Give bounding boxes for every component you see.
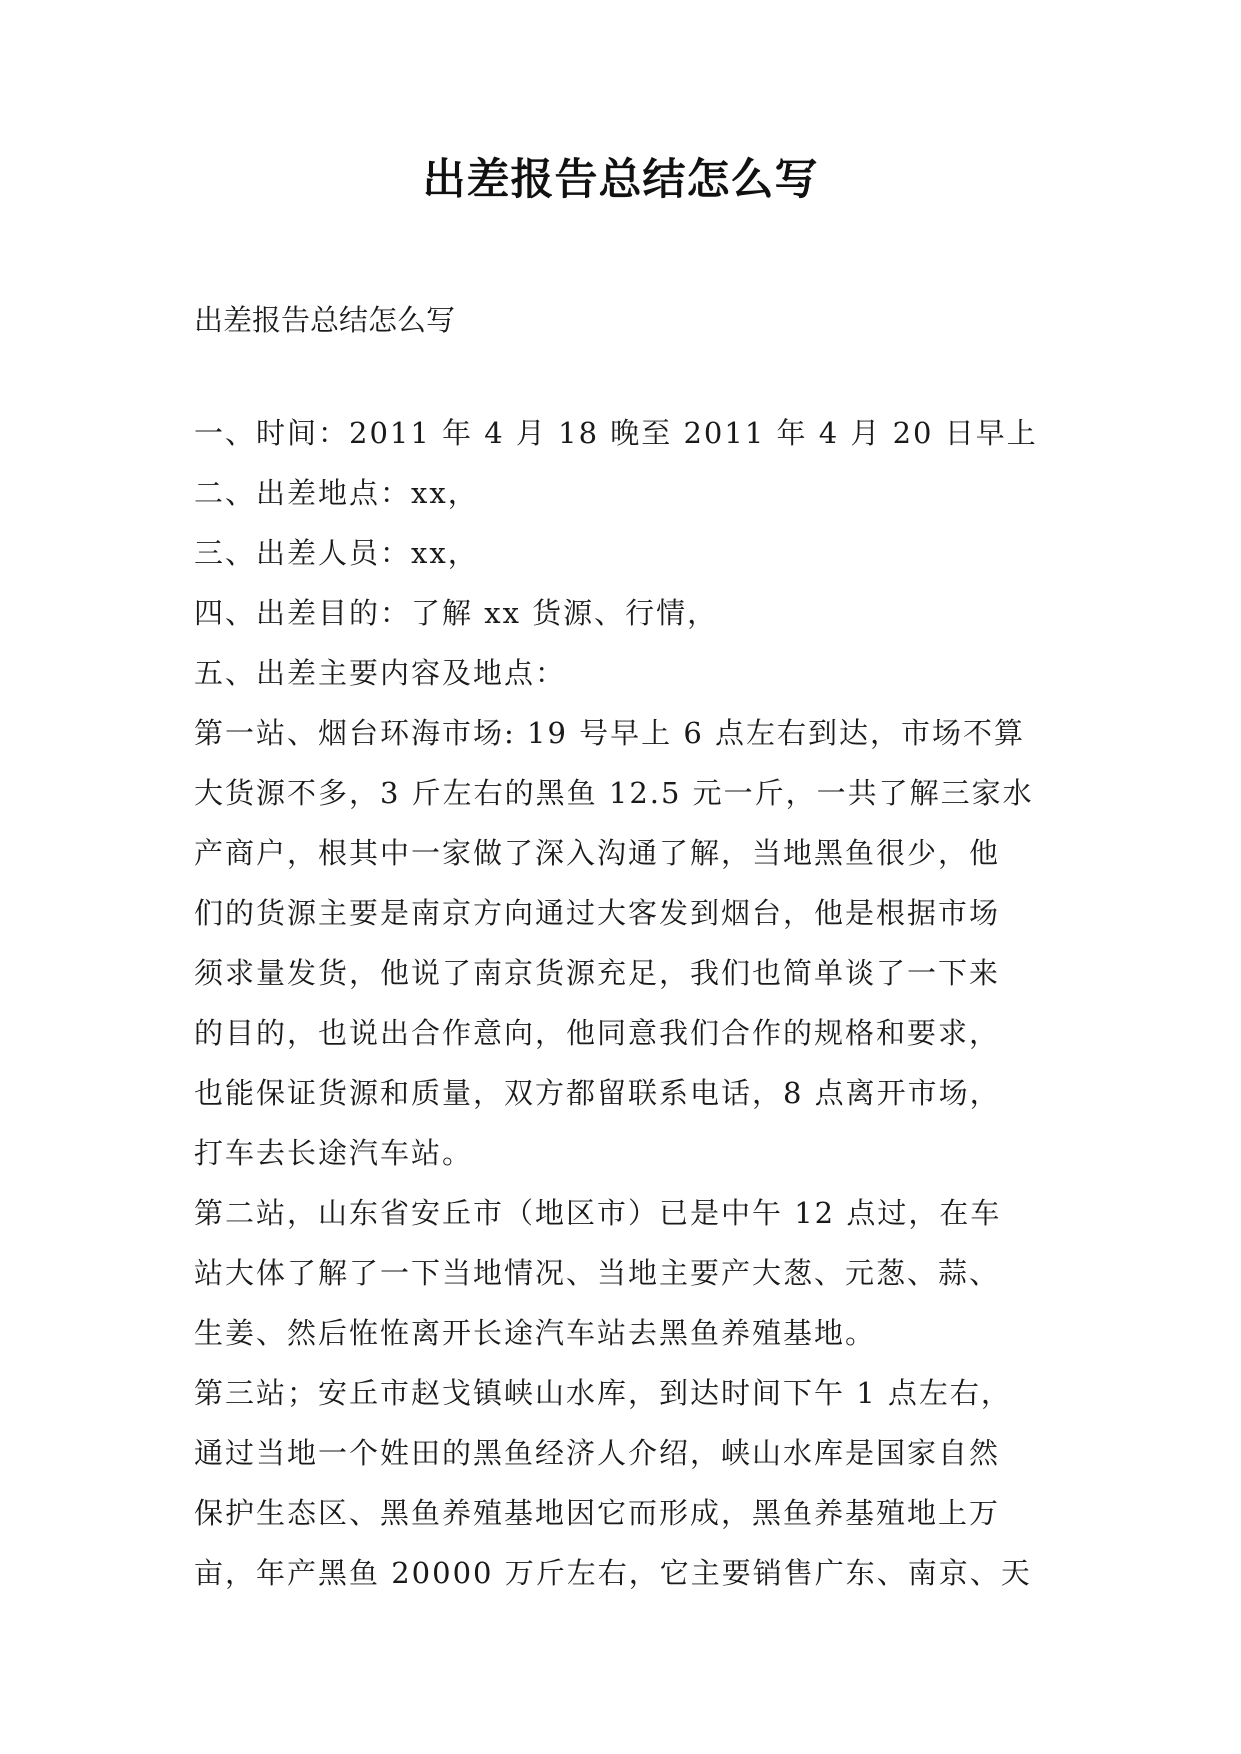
body-line: 第一站、烟台环海市场: 19 号早上 6 点左右到达，市场不算 <box>194 716 1025 750</box>
body-line: 四、出差目的：了解 xx 货源、行情， <box>194 596 719 630</box>
body-line: 第二站，山东省安丘市（地区市）已是中午 12 点过，在车 <box>194 1196 1002 1230</box>
body-line: 一、时间：2011 年 4 月 18 晚至 2011 年 4 月 20 日早上 <box>194 416 1038 450</box>
body-line: 生姜、然后恠恠离开长途汽车站去黑鱼养殖基地。 <box>194 1316 877 1350</box>
body-line: 站大体了解了一下当地情况、当地主要产大葱、元葱、蒜、 <box>194 1256 1001 1290</box>
body-line: 保护生态区、黑鱼养殖基地因它而形成，黑鱼养基殖地上万 <box>194 1496 1001 1530</box>
body-line: 二、出差地点：xx， <box>194 476 479 510</box>
body-line: 产商户，根其中一家做了深入沟通了解，当地黑鱼很少，他 <box>194 836 1001 870</box>
body-line: 大货源不多，3 斤左右的黑鱼 12.5 元一斤，一共了解三家水 <box>194 776 1034 810</box>
body-line: 五、出差主要内容及地点： <box>194 656 567 690</box>
document-subtitle: 出差报告总结怎么写 <box>194 303 456 337</box>
body-line: 们的货源主要是南京方向通过大客发到烟台，他是根据市场 <box>194 896 1001 930</box>
body-line: 打车去长途汽车站。 <box>194 1136 474 1170</box>
body-line: 的目的，也说出合作意向，他同意我们合作的规格和要求， <box>194 1016 1001 1050</box>
body-line: 亩，年产黑鱼 20000 万斤左右，它主要销售广东、南京、天 <box>194 1556 1032 1590</box>
body-line: 须求量发货，他说了南京货源充足，我们也简单谈了一下来 <box>194 956 1001 990</box>
body-line: 通过当地一个姓田的黑鱼经济人介绍，峡山水库是国家自然 <box>194 1436 1001 1470</box>
body-line: 三、出差人员：xx， <box>194 536 479 570</box>
document-body <box>194 403 1074 1603</box>
body-line: 也能保证货源和质量，双方都留联系电话，8 点离开市场， <box>194 1076 1001 1110</box>
body-line: 第三站；安丘市赵戈镇峡山水库，到达时间下午 1 点左右， <box>194 1376 1012 1410</box>
document-title: 出差报告总结怎么写 <box>422 155 819 205</box>
